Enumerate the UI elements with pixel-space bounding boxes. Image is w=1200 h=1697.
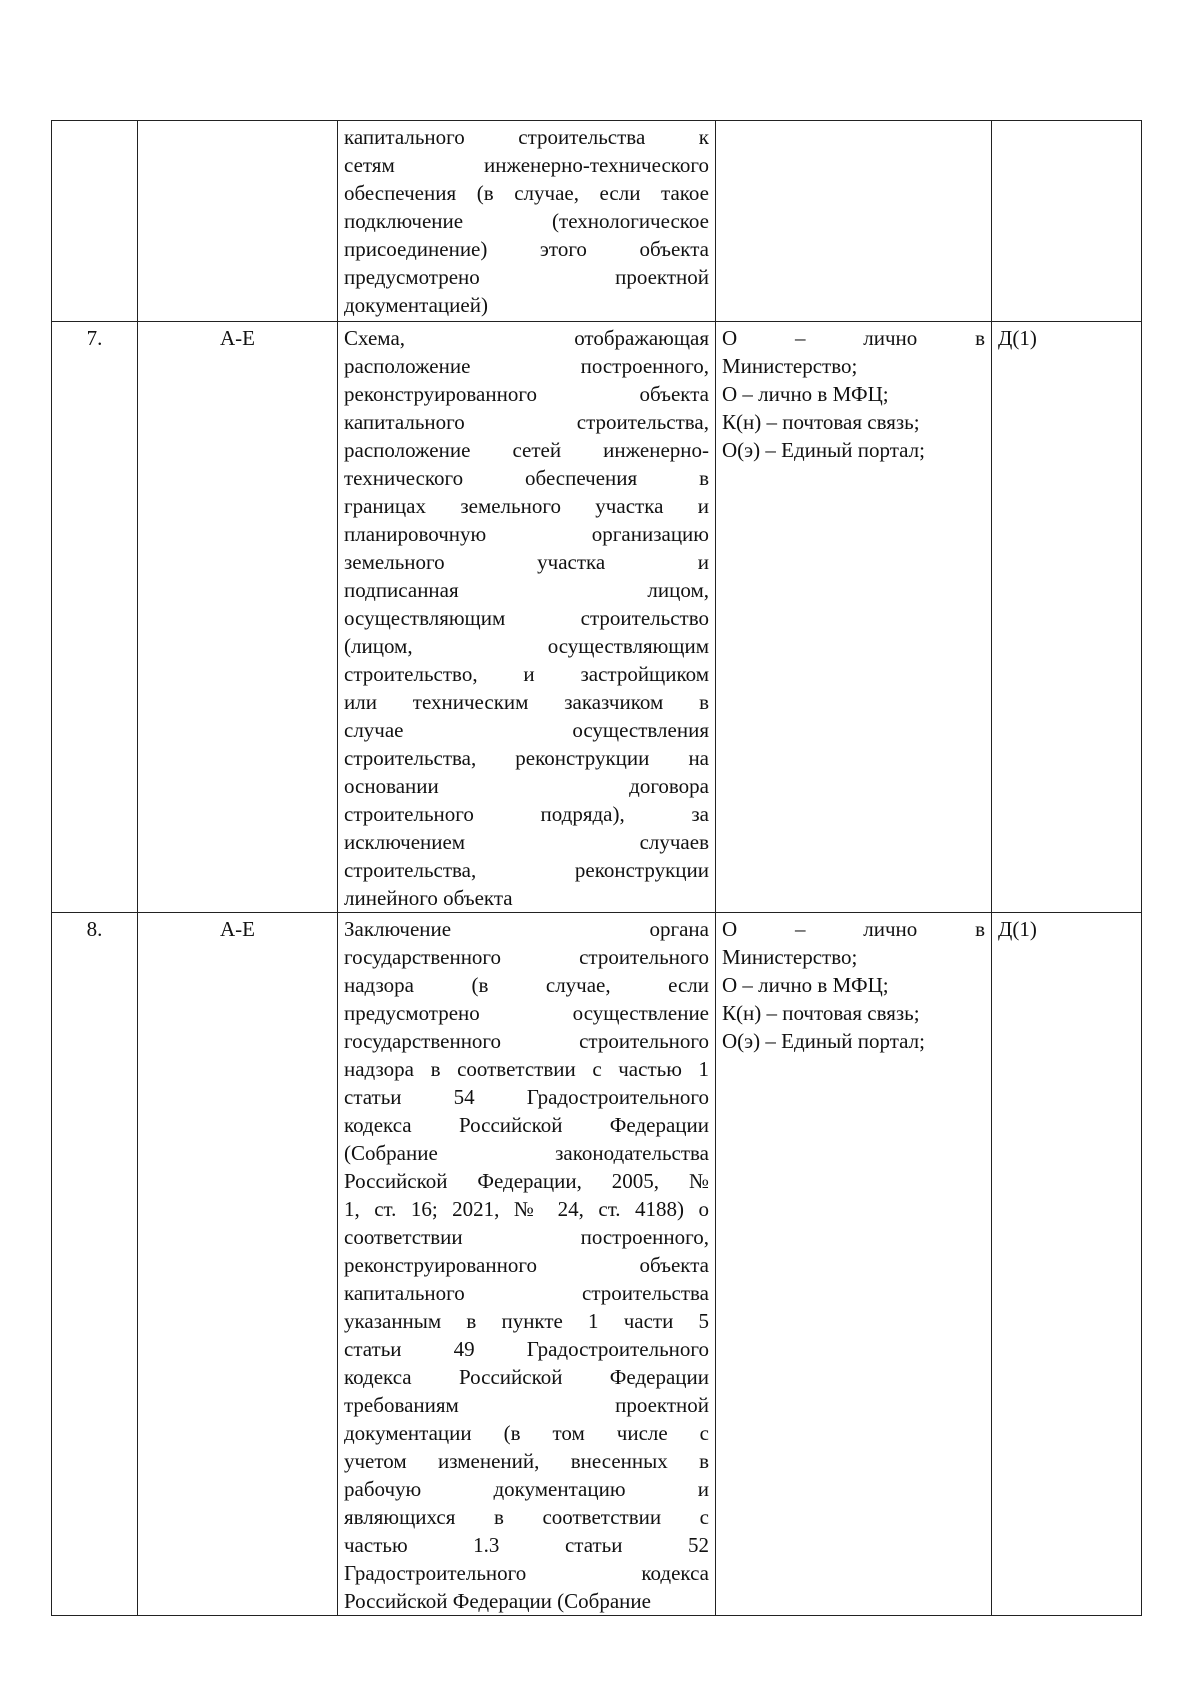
requirements-table [51, 120, 1142, 1616]
description-line: требованиям проектной [344, 1393, 709, 1417]
description-line: строительства, реконструкции на [344, 746, 709, 770]
description-line: соответствии построенного, [344, 1225, 709, 1249]
row-number: 8. [52, 913, 138, 1616]
cell-description [338, 121, 716, 322]
row-doc-code: Д(1) [992, 322, 1142, 913]
description-line: реконструированного объекта [344, 1253, 709, 1277]
cell-code [138, 121, 338, 322]
description-line: (Собрание законодательства [344, 1141, 709, 1165]
description-line: 1, ст. 16; 2021, № 24, ст. 4188) о [344, 1197, 709, 1221]
description-line: основании договора [344, 774, 709, 798]
description-line: рабочую документацию и [344, 1477, 709, 1501]
description-line: границах земельного участка и [344, 494, 709, 518]
description-line: кодекса Российской Федерации [344, 1365, 709, 1389]
description-line: реконструированного объекта [344, 382, 709, 406]
description-line: Градостроительного кодекса [344, 1561, 709, 1585]
row-code: А-Е [138, 322, 338, 913]
description-line: капитального строительства [344, 1281, 709, 1305]
submission-method-line: О – лично в [722, 917, 985, 941]
description-line: статьи 49 Градостроительного [344, 1337, 709, 1361]
description-line: подписанная лицом, [344, 578, 709, 602]
description-line: документацией) [344, 293, 488, 317]
description-line: кодекса Российской Федерации [344, 1113, 709, 1137]
description-line: надзора (в случае, если [344, 973, 709, 997]
description-line: линейного объекта [344, 886, 513, 910]
description-line: учетом изменений, внесенных в [344, 1449, 709, 1473]
description-line: являющихся в соответствии с [344, 1505, 709, 1529]
description-line: капитального строительства, [344, 410, 709, 434]
table-row [52, 322, 1142, 913]
table-row-continuation [52, 121, 1142, 322]
submission-method-line: О(э) – Единый портал; [722, 1029, 925, 1053]
cell-submission-method [716, 121, 992, 322]
description-line: планировочную организацию [344, 522, 709, 546]
cell-description [338, 322, 716, 913]
cell-description [338, 913, 716, 1616]
description-line: обеспечения (в случае, если такое [344, 181, 709, 205]
description-line: строительства, реконструкции [344, 858, 709, 882]
description-line: предусмотрено осуществление [344, 1001, 709, 1025]
description-line: капитального строительства к [344, 125, 709, 149]
description-line: государственного строительного [344, 945, 709, 969]
description-line: документации (в том числе с [344, 1421, 709, 1445]
description-line: расположение сетей инженерно- [344, 438, 709, 462]
description-line: статьи 54 Градостроительного [344, 1085, 709, 1109]
submission-method-line: О – лично в МФЦ; [722, 973, 889, 997]
submission-method-line: Министерство; [722, 354, 858, 378]
description-line: осуществляющим строительство [344, 606, 709, 630]
description-line: сетям инженерно-технического [344, 153, 709, 177]
row-doc-code: Д(1) [992, 913, 1142, 1616]
submission-method-line: О(э) – Единый портал; [722, 438, 925, 462]
description-line: (лицом, осуществляющим [344, 634, 709, 658]
description-line: Российской Федерации, 2005, № [344, 1169, 709, 1193]
description-line: случае осуществления [344, 718, 709, 742]
description-line: Российской Федерации (Собрание [344, 1589, 651, 1613]
description-line: строительного подряда), за [344, 802, 709, 826]
row-code: А-Е [138, 913, 338, 1616]
submission-method-line: Министерство; [722, 945, 858, 969]
description-line: или техническим заказчиком в [344, 690, 709, 714]
submission-method-line: К(н) – почтовая связь; [722, 1001, 920, 1025]
description-line: строительство, и застройщиком [344, 662, 709, 686]
description-line: предусмотрено проектной [344, 265, 709, 289]
description-line: государственного строительного [344, 1029, 709, 1053]
cell-number [52, 121, 138, 322]
description-line: земельного участка и [344, 550, 709, 574]
description-line: указанным в пункте 1 части 5 [344, 1309, 709, 1333]
row-number: 7. [52, 322, 138, 913]
description-line: Схема, отображающая [344, 326, 709, 350]
submission-method-line: О – лично в МФЦ; [722, 382, 889, 406]
description-line: расположение построенного, [344, 354, 709, 378]
description-line: присоединение) этого объекта [344, 237, 709, 261]
table-row [52, 913, 1142, 1616]
description-line: частью 1.3 статьи 52 [344, 1533, 709, 1557]
cell-submission-method [716, 322, 992, 913]
description-line: надзора в соответствии с частью 1 [344, 1057, 709, 1081]
submission-method-line: К(н) – почтовая связь; [722, 410, 920, 434]
description-line: технического обеспечения в [344, 466, 709, 490]
cell-doc-code [992, 121, 1142, 322]
description-line: исключением случаев [344, 830, 709, 854]
cell-submission-method [716, 913, 992, 1616]
submission-method-line: О – лично в [722, 326, 985, 350]
description-line: Заключение органа [344, 917, 709, 941]
description-line: подключение (технологическое [344, 209, 709, 233]
